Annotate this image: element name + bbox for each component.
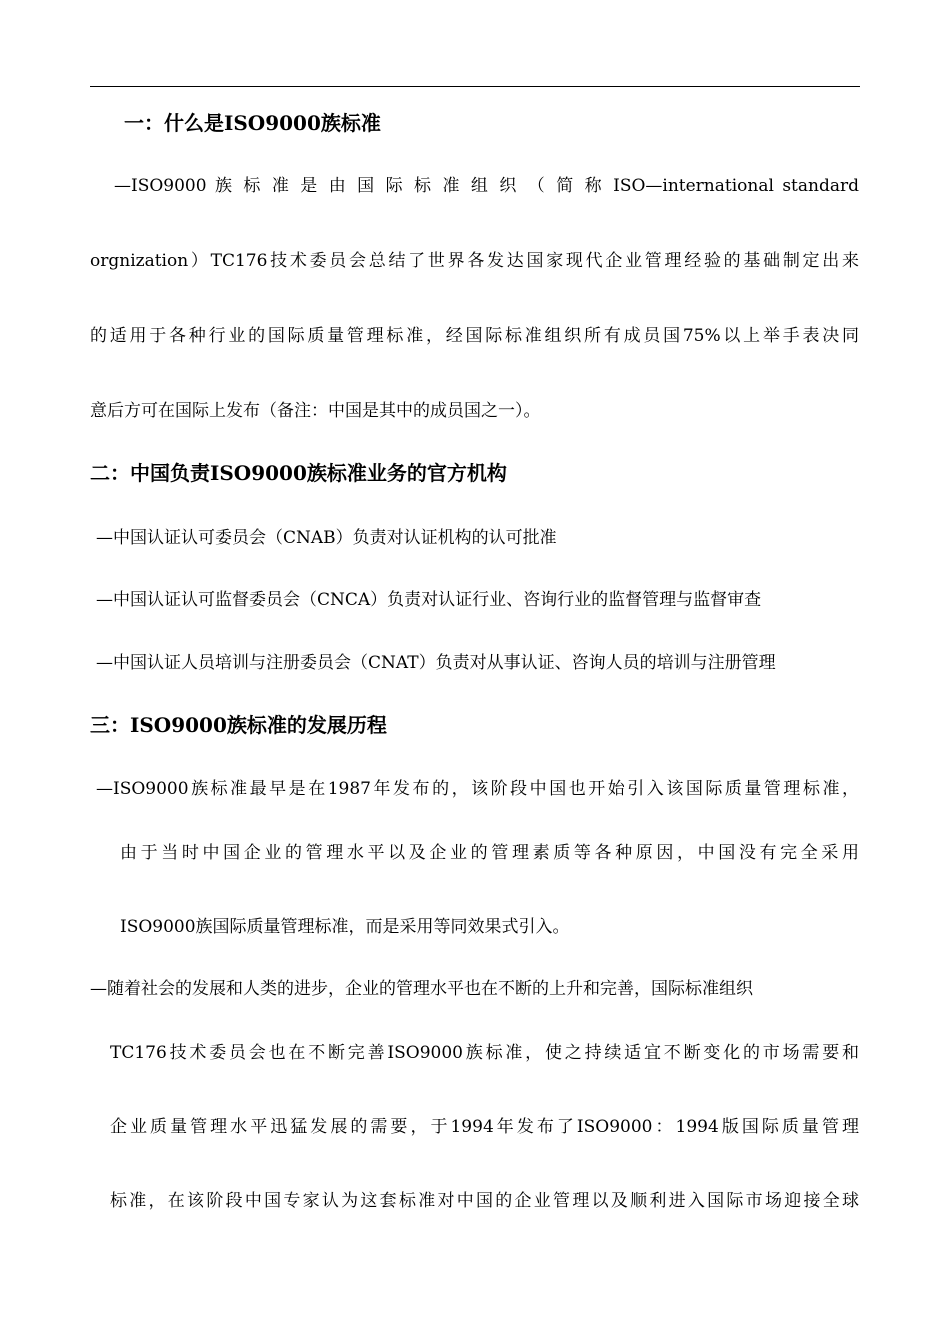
section-1-line-1: —ISO9000 族 标 准 是 由 国 际 标 准 组 织 （ 简 称 ISO—international standard [114,176,859,196]
section-1-line-2: orgnization）TC176技术委员会总结了世界各发达国家现代企业管理经验的基础制定出来 [90,251,859,271]
section-1-heading: 一：什么是ISO9000族标准 [124,111,381,135]
section-3-para-2-line-4: 标准，在该阶段中国专家认为这套标准对中国的企业管理以及顺利进入国际市场迎接全球 [110,1191,859,1211]
section-3-para-1-line-2: 由于当时中国企业的管理水平以及企业的管理素质等各种原因，中国没有完全采用 [120,843,859,863]
section-3-para-2-line-2: TC176技术委员会也在不断完善ISO9000族标准，使之持续适宜不断变化的市场需要和 [110,1043,859,1063]
section-3-para-2-line-1: —随着社会的发展和人类的进步，企业的管理水平也在不断的上升和完善，国际标准组织 [90,979,753,999]
section-2-heading: 二：中国负责ISO9000族标准业务的官方机构 [90,461,507,485]
section-3-para-1-line-1: —ISO9000族标准最早是在1987年发布的，该阶段中国也开始引入该国际质量管理标准， [96,779,859,799]
section-1-line-4: 意后方可在国际上发布（备注：中国是其中的成员国之一）。 [90,401,541,421]
section-2-line-1: —中国认证认可委员会（CNAB）负责对认证机构的认可批准 [96,528,557,548]
section-3-para-2-line-3: 企业质量管理水平迅猛发展的需要，于1994年发布了ISO9000：1994版国际质量管理 [110,1117,859,1137]
section-1-line-3: 的适用于各种行业的国际质量管理标准，经国际标准组织所有成员国75%以上举手表决同 [90,326,859,346]
section-2-line-3: —中国认证人员培训与注册委员会（CNAT）负责对从事认证、咨询人员的培训与注册管理 [96,653,776,673]
section-3-heading: 三：ISO9000族标准的发展历程 [90,713,387,737]
section-3-para-1-line-3: ISO9000族国际质量管理标准，而是采用等同效果式引入。 [120,917,570,937]
section-2-line-2: —中国认证认可监督委员会（CNCA）负责对认证行业、咨询行业的监督管理与监督审查 [96,590,762,610]
header-rule [90,86,860,87]
